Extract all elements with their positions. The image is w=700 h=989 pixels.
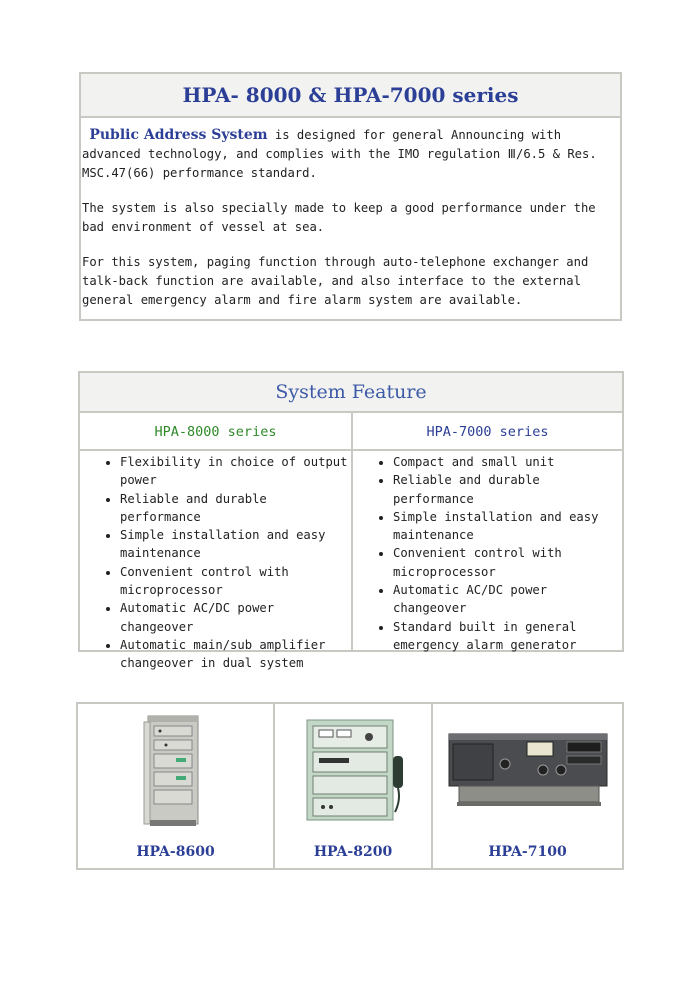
product-hpa7100 <box>431 704 622 868</box>
hpa8000-heading: HPA-8000 series <box>80 413 353 451</box>
intro-paragraph-1-text: is designed for general Announcing with advanced technology, and complies with the IMO regulation Ⅲ/6.5 & Res. MSC.47(66) performance standard. <box>82 128 597 180</box>
list-item: • Flexibility in choice of output power <box>120 453 351 490</box>
list-item: • Automatic AC/DC power changeover <box>393 581 622 618</box>
intro-paragraph-3: For this system, paging function through auto-telephone exchanger and talk-back function are available, and also interface to the external general emergency alarm and fire alarm system are available. <box>82 255 589 307</box>
hpa8000-feature-list <box>80 451 353 671</box>
intro-title: HPA- 8000 & HPA-7000 series <box>81 74 620 118</box>
list-item: • Convenient control with microprocessor <box>393 544 622 581</box>
product-hpa8200 <box>273 704 431 868</box>
list-item: • Simple installation and easy maintenance <box>393 508 622 545</box>
list-item: • Convenient control with microprocessor <box>120 563 351 600</box>
hpa8200-rack-image <box>303 716 407 824</box>
hpa8600-rack-image <box>140 710 206 828</box>
hpa7000-feature-list <box>353 451 622 650</box>
product-label: HPA-8200 <box>313 844 393 860</box>
list-item: • Automatic AC/DC power changeover <box>120 599 351 636</box>
list-item: • Standard built in general emergency alarm generator <box>393 618 622 655</box>
intro-paragraph-2: The system is also specially made to keep a good performance under the bad environment of vessel at sea. <box>82 201 596 234</box>
products-section <box>76 702 624 870</box>
list-item: • Simple installation and easy maintenance <box>120 526 351 563</box>
list-item: • Compact and small unit <box>393 453 622 471</box>
list-item: • Reliable and durable performance <box>393 471 622 508</box>
product-label: HPA-8600 <box>136 844 215 860</box>
product-hpa8600 <box>78 704 273 868</box>
intro-paragraph-1 <box>82 126 618 183</box>
product-label: HPA-7100 <box>488 844 567 860</box>
list-item: • Reliable and durable performance <box>120 490 351 527</box>
feature-title: System Feature <box>80 373 622 413</box>
list-item: • Automatic main/sub amplifier changeover in dual system <box>120 636 351 673</box>
intro-section <box>79 72 622 321</box>
intro-highlight: Public Address System <box>89 127 268 143</box>
intro-body <box>81 118 620 310</box>
hpa7000-heading: HPA-7000 series <box>353 413 622 451</box>
feature-section <box>78 371 624 671</box>
hpa7100-unit-image <box>445 730 613 808</box>
